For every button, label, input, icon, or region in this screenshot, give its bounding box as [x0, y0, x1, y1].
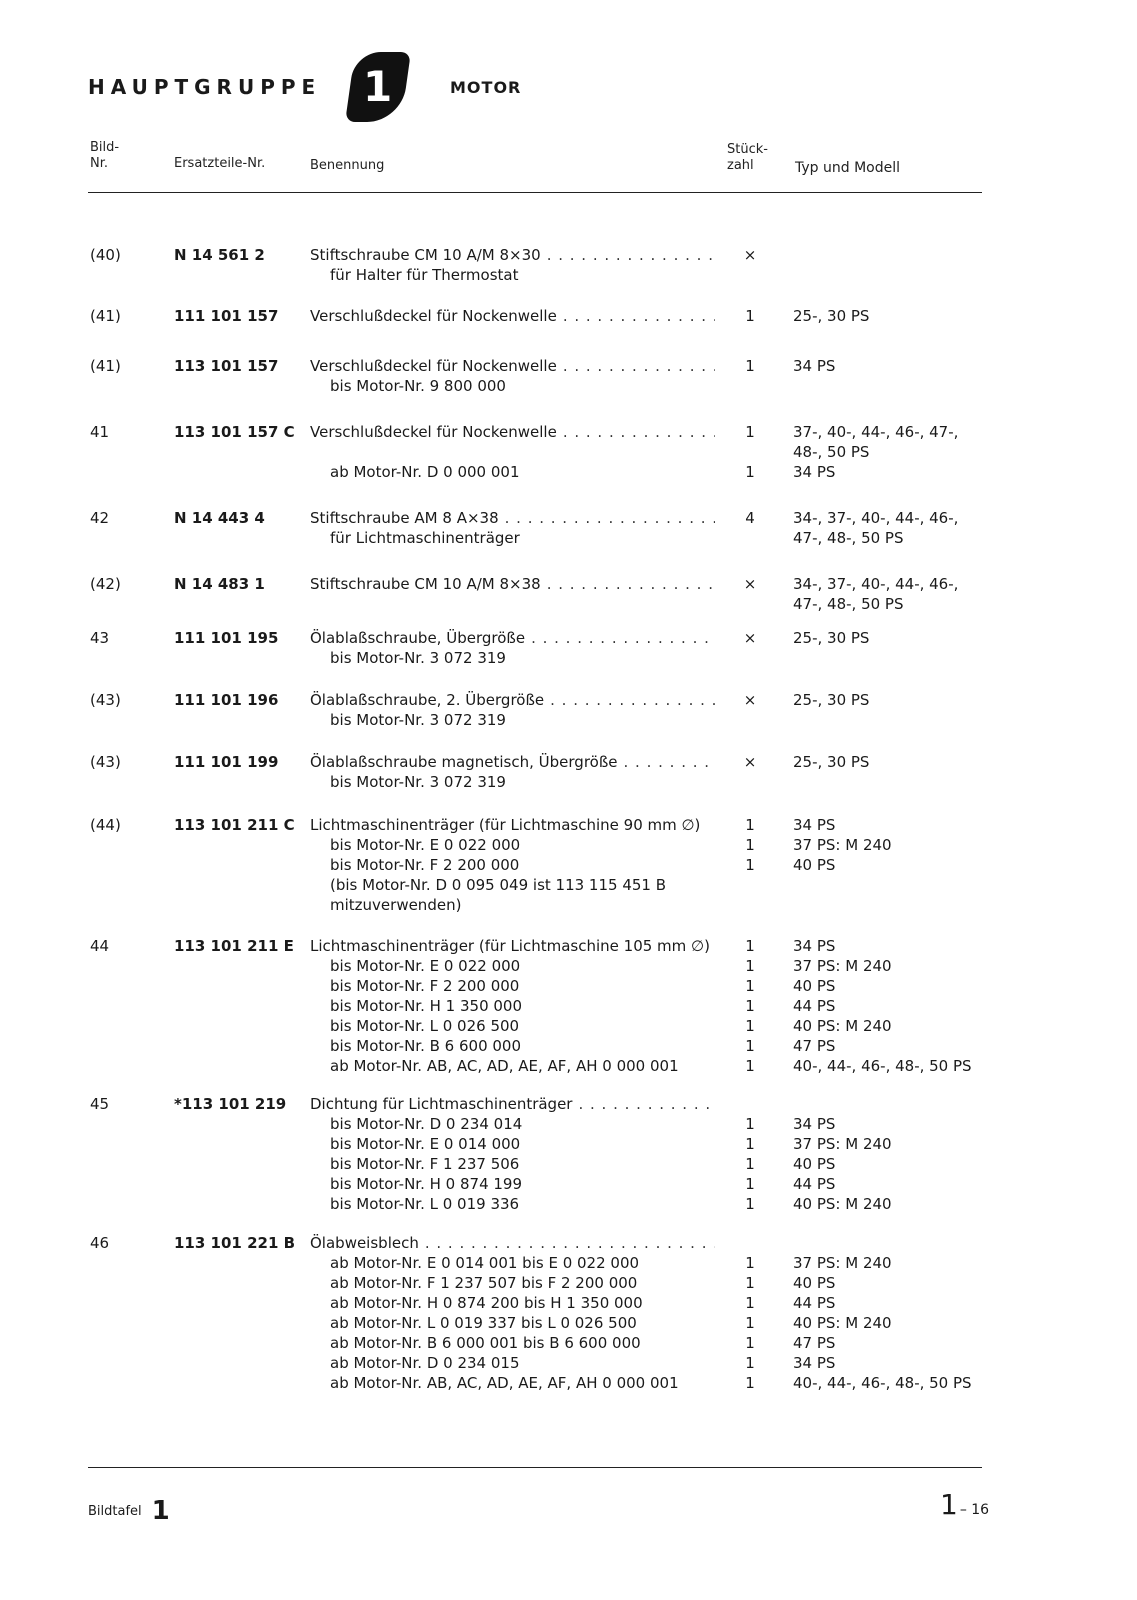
part-number: N 14 443 4	[174, 509, 265, 527]
model-type: 40 PS	[793, 856, 836, 874]
leader-dots	[557, 306, 715, 326]
group-number-badge	[345, 52, 411, 122]
model-type: 40 PS: M 240	[793, 1017, 892, 1035]
quantity	[740, 875, 760, 895]
quantity	[740, 1233, 760, 1253]
col-qty-line1: Stück-	[727, 142, 768, 157]
quantity: 1	[745, 1354, 755, 1372]
quantity: 1	[745, 1195, 755, 1213]
leader-dots	[557, 356, 715, 376]
quantity: 4	[745, 509, 755, 527]
quantity-cell	[740, 628, 760, 668]
quantity: 1	[745, 1037, 755, 1055]
quantity-cell	[740, 245, 760, 285]
description-cell	[310, 936, 715, 1076]
leader-dots	[557, 422, 715, 442]
model-type: 34-, 37-, 40-, 44-, 46-,	[793, 509, 959, 527]
footer-plate	[88, 1496, 170, 1526]
description-text: Ölabweisblech	[310, 1234, 419, 1252]
part-number: 113 101 211 C	[174, 816, 295, 834]
model-cell	[793, 628, 993, 668]
model-type	[793, 772, 993, 792]
model-cell	[793, 1233, 993, 1393]
footer-label: Bildtafel	[88, 1504, 142, 1519]
model-type	[793, 265, 993, 285]
model-type	[793, 245, 993, 265]
quantity: ×	[743, 246, 757, 264]
group-name: MOTOR	[450, 78, 522, 97]
description-line: bis Motor-Nr. D 0 234 014	[330, 1115, 523, 1133]
bild-nr: 43	[90, 629, 110, 647]
quantity	[740, 648, 760, 668]
description-line: Lichtmaschinenträger (für Lichtmaschine 105 mm ∅)	[310, 937, 710, 955]
model-type: 40 PS: M 240	[793, 1195, 892, 1213]
part-number: 111 101 196	[174, 691, 279, 709]
part-number: 113 101 157 C	[174, 423, 295, 441]
part-number: 113 101 157	[174, 357, 279, 375]
quantity: 1	[745, 1175, 755, 1193]
description-line: bis Motor-Nr. 3 072 319	[330, 649, 506, 667]
col-bild-line1: Bild-	[90, 140, 120, 155]
page-number-main: 1	[940, 1488, 958, 1521]
quantity	[740, 1094, 760, 1114]
description-cell	[310, 690, 715, 730]
col-bild-line2: Nr.	[90, 156, 109, 171]
model-cell	[793, 574, 993, 614]
description-line	[310, 245, 715, 265]
model-type	[793, 1094, 993, 1114]
quantity: 1	[745, 836, 755, 854]
description-cell	[310, 815, 715, 915]
model-type	[793, 1233, 993, 1253]
description-line: bis Motor-Nr. H 0 874 199	[330, 1175, 523, 1193]
description-cell	[310, 356, 715, 396]
description-line	[310, 508, 715, 528]
header-rule	[88, 192, 982, 193]
part-number: 113 101 221 B	[174, 1234, 296, 1252]
description-cell	[310, 1094, 715, 1214]
model-type: 47 PS	[793, 1334, 836, 1352]
bild-nr: (41)	[90, 357, 121, 375]
description-line: (bis Motor-Nr. D 0 095 049 ist 113 115 451 B	[330, 876, 667, 894]
quantity-cell	[740, 815, 760, 915]
model-cell	[793, 508, 993, 548]
model-type: 34 PS	[793, 1115, 836, 1133]
model-type	[793, 648, 993, 668]
description-text: Ölablaßschraube, Übergröße	[310, 629, 526, 647]
quantity: 1	[745, 816, 755, 834]
bild-nr: 42	[90, 509, 110, 527]
description-line: ab Motor-Nr. F 1 237 507 bis F 2 200 000	[330, 1274, 638, 1292]
col-qty-line2: zahl	[727, 158, 754, 173]
description-line	[310, 1233, 715, 1253]
description-line: mitzuverwenden)	[330, 896, 462, 914]
leader-dots	[618, 752, 715, 772]
quantity: 1	[745, 856, 755, 874]
description-line	[310, 628, 715, 648]
group-number: 1	[363, 62, 393, 111]
description-line: ab Motor-Nr. AB, AC, AD, AE, AF, AH 0 000 001	[330, 1374, 679, 1392]
description-line: bis Motor-Nr. F 2 200 000	[330, 856, 520, 874]
description-cell	[310, 574, 715, 614]
description-cell	[310, 306, 715, 326]
part-number: *113 101 219	[174, 1095, 287, 1113]
quantity-cell	[740, 574, 760, 614]
bild-nr: (43)	[90, 691, 121, 709]
bild-nr: 45	[90, 1095, 110, 1113]
description-line: bis Motor-Nr. E 0 022 000	[330, 957, 521, 975]
model-type: 48-, 50 PS	[793, 443, 870, 461]
quantity: 1	[745, 1115, 755, 1133]
quantity	[740, 376, 760, 396]
description-line	[310, 306, 715, 326]
description-text: Stiftschraube AM 8 A×38	[310, 509, 499, 527]
part-number: N 14 561 2	[174, 246, 265, 264]
model-type: 34 PS	[793, 357, 836, 375]
quantity	[740, 594, 760, 614]
leader-dots	[544, 690, 715, 710]
quantity	[740, 710, 760, 730]
model-type: 44 PS	[793, 1294, 836, 1312]
col-benennung-header: Benennung	[310, 158, 385, 173]
col-typ-header: Typ und Modell	[795, 160, 900, 176]
model-type: 40 PS	[793, 977, 836, 995]
description-cell	[310, 245, 715, 285]
description-line: bis Motor-Nr. E 0 022 000	[330, 836, 521, 854]
description-text: Verschlußdeckel für Nockenwelle	[310, 423, 557, 441]
footer-plate-number: 1	[151, 1496, 170, 1526]
description-line	[310, 356, 715, 376]
quantity: 1	[745, 307, 755, 325]
model-cell	[793, 690, 993, 730]
description-text: Ölablaßschraube, 2. Übergröße	[310, 691, 545, 709]
model-type: 40 PS	[793, 1155, 836, 1173]
col-bild-header	[90, 140, 119, 172]
description-line: Lichtmaschinenträger (für Lichtmaschine 90 mm ∅)	[310, 816, 701, 834]
col-qty-header	[727, 142, 768, 174]
description-line	[310, 442, 715, 462]
model-type	[793, 710, 993, 730]
description-line	[310, 1094, 715, 1114]
part-number: N 14 483 1	[174, 575, 265, 593]
description-line: bis Motor-Nr. H 1 350 000	[330, 997, 523, 1015]
quantity: 1	[745, 1294, 755, 1312]
quantity: 1	[745, 977, 755, 995]
description-line	[310, 594, 715, 614]
model-cell	[793, 752, 993, 792]
description-cell	[310, 422, 715, 482]
description-line: ab Motor-Nr. E 0 014 001 bis E 0 022 000	[330, 1254, 640, 1272]
description-text: Ölablaßschraube magnetisch, Übergröße	[310, 753, 618, 771]
model-type: 37 PS: M 240	[793, 957, 892, 975]
model-cell	[793, 306, 993, 326]
description-text: Verschlußdeckel für Nockenwelle	[310, 307, 557, 325]
model-type: 34 PS	[793, 1354, 836, 1372]
description-line: für Lichtmaschinenträger	[330, 529, 520, 547]
description-line: ab Motor-Nr. B 6 000 001 bis B 6 600 000	[330, 1334, 641, 1352]
quantity-cell	[740, 690, 760, 730]
description-line: bis Motor-Nr. F 2 200 000	[330, 977, 520, 995]
model-cell	[793, 245, 993, 285]
model-cell	[793, 936, 993, 1076]
part-number: 111 101 195	[174, 629, 279, 647]
model-type	[793, 875, 993, 895]
quantity	[740, 265, 760, 285]
quantity: 1	[745, 1314, 755, 1332]
quantity: 1	[745, 957, 755, 975]
bild-nr: (42)	[90, 575, 121, 593]
bild-nr: 44	[90, 937, 110, 955]
model-type: 40-, 44-, 46-, 48-, 50 PS	[793, 1057, 972, 1075]
group-title: HAUPTGRUPPE	[88, 75, 322, 99]
model-type	[793, 895, 993, 915]
quantity: 1	[745, 997, 755, 1015]
quantity	[740, 772, 760, 792]
description-line: bis Motor-Nr. L 0 019 336	[330, 1195, 520, 1213]
model-type: 40 PS: M 240	[793, 1314, 892, 1332]
description-line	[310, 574, 715, 594]
description-cell	[310, 628, 715, 668]
col-nr-header: Ersatzteile-Nr.	[174, 156, 266, 171]
description-line	[310, 422, 715, 442]
quantity-cell	[740, 1094, 760, 1214]
part-number: 111 101 199	[174, 753, 279, 771]
model-type	[793, 376, 993, 396]
quantity: 1	[745, 357, 755, 375]
description-line: bis Motor-Nr. L 0 026 500	[330, 1017, 520, 1035]
leader-dots	[541, 574, 715, 594]
model-type: 37 PS: M 240	[793, 1254, 892, 1272]
model-type: 37-, 40-, 44-, 46-, 47-,	[793, 423, 959, 441]
quantity-cell	[740, 306, 760, 326]
model-type: 37 PS: M 240	[793, 1135, 892, 1153]
model-type: 40 PS	[793, 1274, 836, 1292]
quantity: 1	[745, 937, 755, 955]
quantity: 1	[745, 1057, 755, 1075]
quantity-cell	[740, 936, 760, 1076]
footer-rule	[88, 1467, 982, 1468]
part-number: 113 101 211 E	[174, 937, 294, 955]
description-line: ab Motor-Nr. D 0 000 001	[330, 463, 520, 481]
bild-nr: (43)	[90, 753, 121, 771]
leader-dots	[572, 1094, 715, 1114]
model-cell	[793, 1094, 993, 1214]
quantity: 1	[745, 1274, 755, 1292]
quantity	[740, 528, 760, 548]
model-type: 37 PS: M 240	[793, 836, 892, 854]
quantity: ×	[743, 753, 757, 771]
leader-dots	[525, 628, 715, 648]
description-line: ab Motor-Nr. D 0 234 015	[330, 1354, 520, 1372]
quantity: 1	[745, 463, 755, 481]
description-line: bis Motor-Nr. F 1 237 506	[330, 1155, 520, 1173]
quantity: ×	[743, 691, 757, 709]
model-type: 25-, 30 PS	[793, 629, 870, 647]
description-text: Stiftschraube CM 10 A/M 8×30	[310, 246, 541, 264]
quantity	[740, 442, 760, 462]
model-type: 47-, 48-, 50 PS	[793, 529, 904, 547]
quantity: 1	[745, 1334, 755, 1352]
bild-nr: 41	[90, 423, 110, 441]
quantity-cell	[740, 752, 760, 792]
description-cell	[310, 508, 715, 548]
quantity-cell	[740, 1233, 760, 1393]
model-cell	[793, 815, 993, 915]
model-type: 34-, 37-, 40-, 44-, 46-,	[793, 575, 959, 593]
bild-nr: (44)	[90, 816, 121, 834]
quantity	[740, 895, 760, 915]
description-line: ab Motor-Nr. L 0 019 337 bis L 0 026 500	[330, 1314, 637, 1332]
model-type: 34 PS	[793, 937, 836, 955]
description-text: Verschlußdeckel für Nockenwelle	[310, 357, 557, 375]
description-line: bis Motor-Nr. E 0 014 000	[330, 1135, 521, 1153]
model-type: 34 PS	[793, 463, 836, 481]
leader-dots	[419, 1233, 715, 1253]
description-line	[310, 690, 715, 710]
page-number	[940, 1488, 989, 1521]
description-text: Dichtung für Lichtmaschinenträger	[310, 1095, 573, 1113]
description-line: ab Motor-Nr. AB, AC, AD, AE, AF, AH 0 000 001	[330, 1057, 679, 1075]
model-type: 25-, 30 PS	[793, 691, 870, 709]
quantity: 1	[745, 1017, 755, 1035]
description-cell	[310, 752, 715, 792]
model-type: 44 PS	[793, 1175, 836, 1193]
model-type: 44 PS	[793, 997, 836, 1015]
model-type: 47 PS	[793, 1037, 836, 1055]
description-line: für Halter für Thermostat	[330, 266, 519, 284]
description-line: bis Motor-Nr. B 6 600 000	[330, 1037, 522, 1055]
model-cell	[793, 356, 993, 396]
description-line: bis Motor-Nr. 9 800 000	[330, 377, 506, 395]
quantity: ×	[743, 575, 757, 593]
quantity: 1	[745, 423, 755, 441]
quantity: 1	[745, 1155, 755, 1173]
part-number: 111 101 157	[174, 307, 279, 325]
description-line: ab Motor-Nr. H 0 874 200 bis H 1 350 000	[330, 1294, 643, 1312]
quantity: 1	[745, 1135, 755, 1153]
description-cell	[310, 1233, 715, 1393]
model-type: 25-, 30 PS	[793, 307, 870, 325]
model-type: 25-, 30 PS	[793, 753, 870, 771]
leader-dots	[499, 508, 715, 528]
description-line: bis Motor-Nr. 3 072 319	[330, 773, 506, 791]
quantity-cell	[740, 356, 760, 396]
leader-dots	[541, 245, 715, 265]
model-type: 34 PS	[793, 816, 836, 834]
model-type: 40-, 44-, 46-, 48-, 50 PS	[793, 1374, 972, 1392]
quantity-cell	[740, 508, 760, 548]
quantity-cell	[740, 422, 760, 482]
quantity: ×	[743, 629, 757, 647]
quantity: 1	[745, 1254, 755, 1272]
description-line: bis Motor-Nr. 3 072 319	[330, 711, 506, 729]
model-cell	[793, 422, 993, 482]
bild-nr: 46	[90, 1234, 110, 1252]
quantity: 1	[745, 1374, 755, 1392]
model-type: 47-, 48-, 50 PS	[793, 595, 904, 613]
bild-nr: (40)	[90, 246, 121, 264]
bild-nr: (41)	[90, 307, 121, 325]
description-text: Stiftschraube CM 10 A/M 8×38	[310, 575, 541, 593]
page-number-sub: – 16	[959, 1502, 990, 1518]
description-line	[310, 752, 715, 772]
